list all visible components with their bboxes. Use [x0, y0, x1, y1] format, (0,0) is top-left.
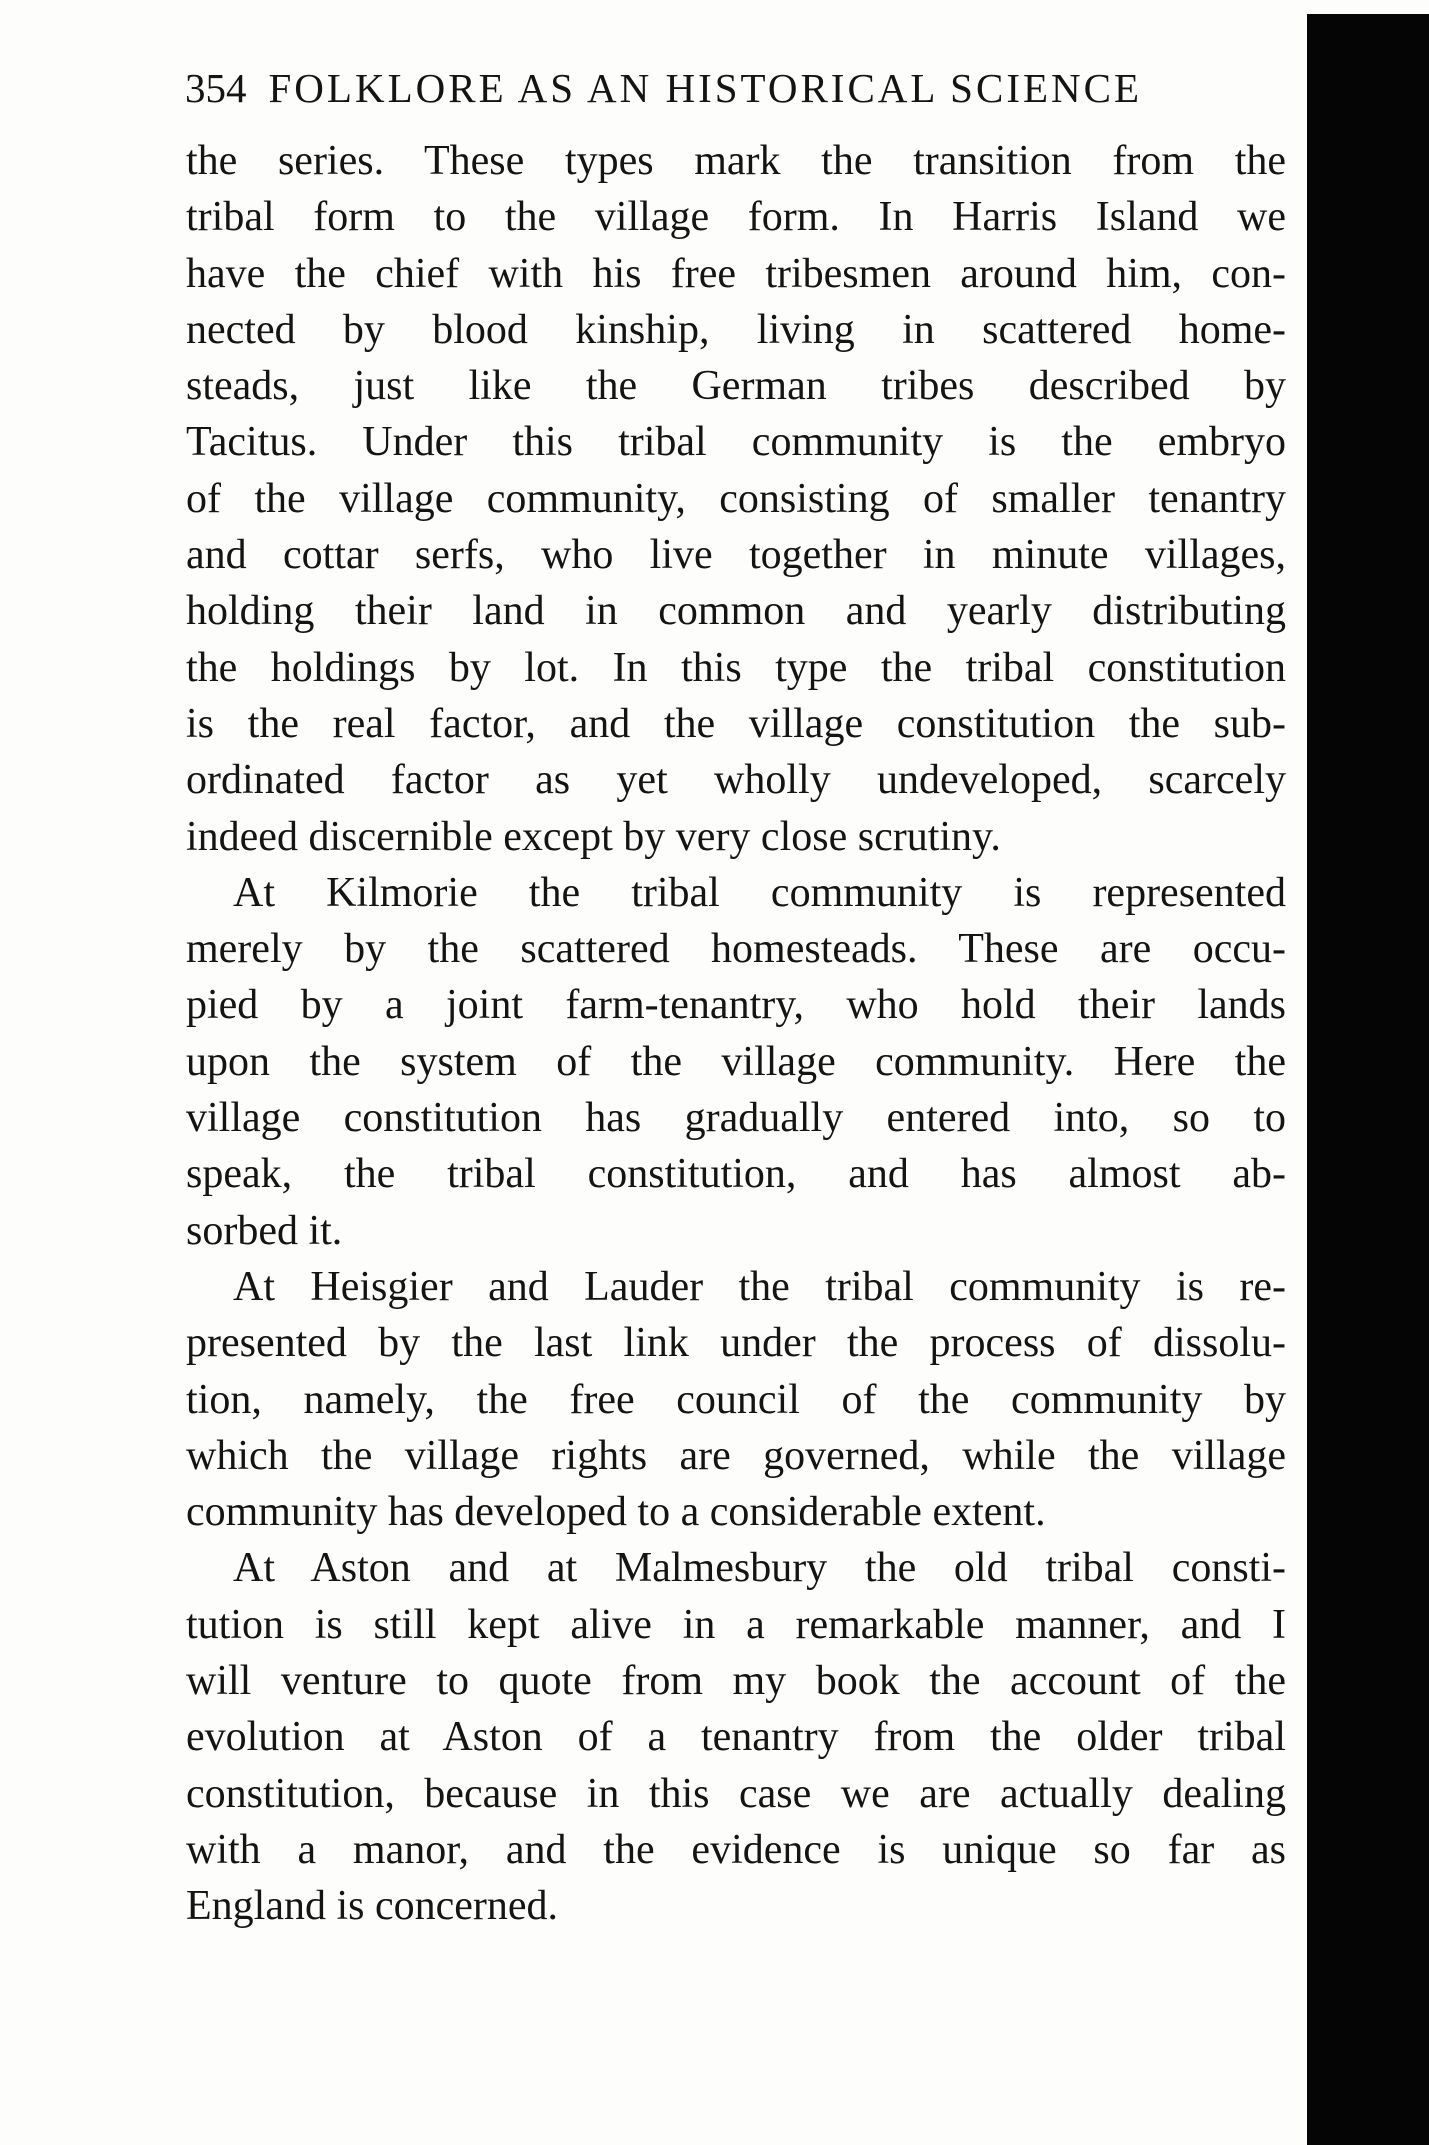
paragraph: [186, 1259, 1286, 1540]
text-line: presented by the last link under the process of dissolu-: [186, 1320, 1286, 1367]
text-line: speak, the tribal constitution, and has almost ab-: [186, 1151, 1286, 1198]
running-header: [185, 58, 1225, 118]
text-line: nected by blood kinship, living in scattered home-: [186, 306, 1286, 353]
text-line: constitution, because in this case we are actually dealing: [186, 1770, 1286, 1817]
text-line: At Heisgier and Lauder the tribal community is re-: [233, 1263, 1286, 1310]
paragraph: [186, 133, 1286, 865]
page-number: 354: [185, 65, 247, 111]
text-line: holding their land in common and yearly distributing: [186, 588, 1286, 635]
text-line: pied by a joint farm-tenantry, who hold their lands: [186, 982, 1286, 1029]
text-line: have the chief with his free tribesmen around him, con-: [186, 250, 1286, 297]
text-line: At Kilmorie the tribal community is represented: [233, 869, 1286, 916]
text-line: tribal form to the village form. In Harris Island we: [186, 194, 1286, 241]
text-line: Tacitus. Under this tribal community is the embryo: [186, 419, 1286, 466]
text-line: ordinated factor as yet wholly undeveloped, scarcely: [186, 757, 1286, 804]
running-title: FOLKLORE AS AN HISTORICAL SCIENCE: [268, 65, 1143, 111]
text-line: steads, just like the German tribes described by: [186, 363, 1286, 410]
text-line: tion, namely, the free council of the community by: [186, 1376, 1286, 1423]
text-line: with a manor, and the evidence is unique so far as: [186, 1826, 1286, 1873]
text-line: England is concerned.: [186, 1883, 559, 1930]
text-line: is the real factor, and the village constitution the sub-: [186, 700, 1286, 747]
text-line: tution is still kept alive in a remarkable manner, and I: [186, 1601, 1286, 1648]
text-line: which the village rights are governed, while the village: [186, 1432, 1286, 1479]
text-line: and cottar serfs, who live together in minute villages,: [186, 532, 1286, 579]
paragraph: [186, 865, 1286, 1259]
text-line: community has developed to a considerable extent.: [186, 1489, 1046, 1536]
paragraph: [186, 1540, 1286, 1934]
text-line: sorbed it.: [186, 1207, 343, 1254]
scan-edge-shadow: [1307, 14, 1429, 2145]
text-line: of the village community, consisting of smaller tenantry: [186, 475, 1286, 522]
text-line: upon the system of the village community. Here the: [186, 1038, 1286, 1085]
body-text: [186, 133, 1286, 1935]
text-line: merely by the scattered homesteads. These are occu-: [186, 926, 1286, 973]
text-line: the holdings by lot. In this type the tribal constitution: [186, 644, 1286, 691]
text-line: At Aston and at Malmesbury the old tribal consti-: [233, 1545, 1286, 1592]
text-line: the series. These types mark the transition from the: [186, 138, 1286, 184]
text-line: village constitution has gradually entered into, so to: [186, 1095, 1286, 1142]
text-line: will venture to quote from my book the account of the: [186, 1658, 1286, 1705]
text-line: indeed discernible except by very close scrutiny.: [186, 813, 1001, 860]
text-line: evolution at Aston of a tenantry from the older tribal: [186, 1714, 1286, 1761]
